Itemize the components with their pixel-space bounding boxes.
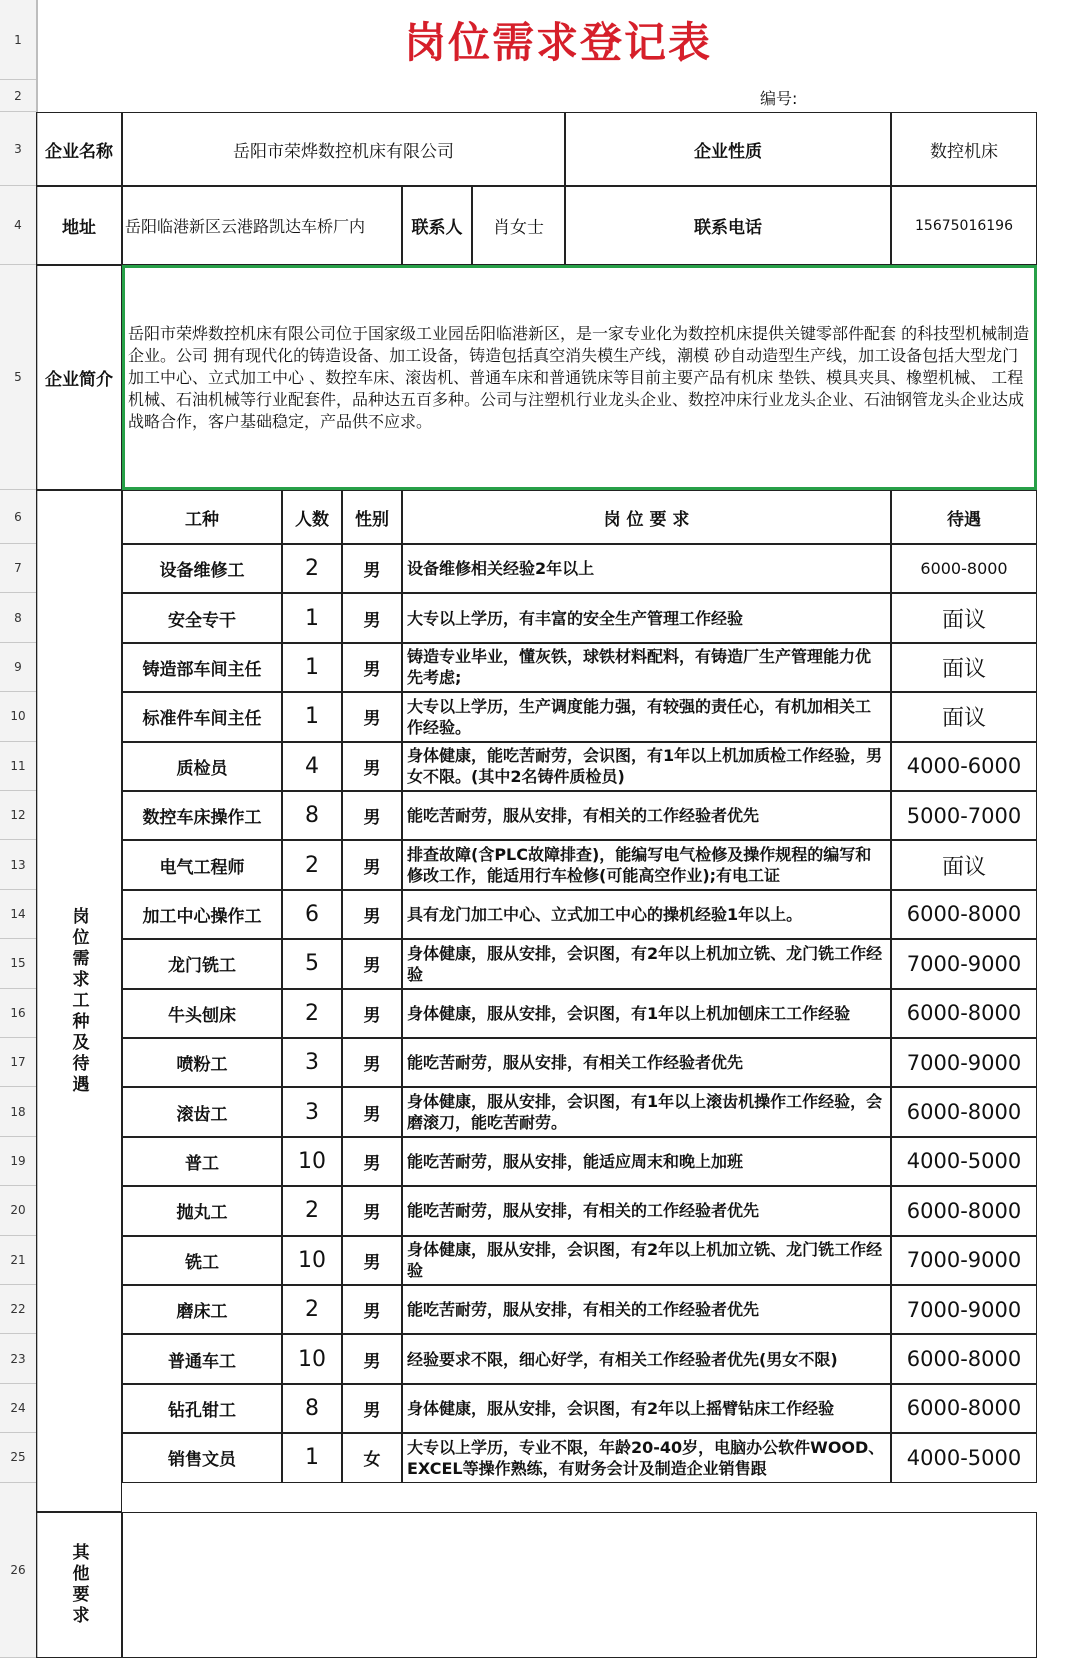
- job-salary-cell[interactable]: 6000-8000: [891, 1087, 1037, 1136]
- job-requirement-cell[interactable]: 身体健康，服从安排，会识图，有2年以上机加立铣、龙门铣工作经验: [402, 939, 891, 988]
- job-count-cell[interactable]: 10: [282, 1236, 342, 1285]
- row-number[interactable]: 23: [0, 1334, 36, 1383]
- job-requirement-cell[interactable]: 大专以上学历，有丰富的安全生产管理工作经验: [402, 593, 891, 642]
- job-type-cell[interactable]: 钻孔钳工: [122, 1384, 282, 1433]
- job-salary-cell[interactable]: 6000-8000: [891, 989, 1037, 1038]
- job-salary-cell[interactable]: 6000-8000: [891, 1334, 1037, 1383]
- row-number[interactable]: 4: [0, 186, 36, 265]
- page-title: 岗位需求登记表: [403, 18, 712, 67]
- job-requirement-cell[interactable]: 身体健康，服从安排，会识图，有1年以上滚齿机操作工作经验，会磨滚刀，能吃苦耐劳。: [402, 1087, 891, 1136]
- job-gender-cell[interactable]: 男: [342, 791, 402, 840]
- job-count-cell[interactable]: 6: [282, 890, 342, 939]
- job-count-cell[interactable]: 8: [282, 791, 342, 840]
- other-requirements-value[interactable]: [122, 1512, 1037, 1658]
- row-number[interactable]: 25: [0, 1433, 36, 1482]
- intro-label: 企业简介: [36, 265, 122, 490]
- header-salary: 待遇: [891, 490, 1037, 544]
- job-gender-cell[interactable]: 男: [342, 939, 402, 988]
- row-number-gutter: [0, 0, 38, 1658]
- job-count-cell[interactable]: 4: [282, 742, 342, 791]
- job-salary-cell[interactable]: 4000-5000: [891, 1433, 1037, 1482]
- job-gender-cell[interactable]: 男: [342, 1285, 402, 1334]
- address-label: 地址: [36, 186, 122, 265]
- job-gender-cell[interactable]: 男: [342, 544, 402, 593]
- job-salary-cell[interactable]: 6000-8000: [891, 544, 1037, 593]
- job-requirement-cell[interactable]: 排查故障(含PLC故障排查)，能编写电气检修及操作规程的编写和修改工作，能适用行车检修(可能高空作业);有电工证: [402, 840, 891, 889]
- other-label-text: 其他要求: [68, 1543, 89, 1627]
- row-number[interactable]: 6: [0, 490, 36, 544]
- job-gender-cell[interactable]: 男: [342, 1137, 402, 1186]
- row-number[interactable]: 19: [0, 1137, 36, 1186]
- contact-value: 肖女士: [472, 186, 565, 265]
- header-requirement: 岗 位 要 求: [402, 490, 891, 544]
- job-type-cell[interactable]: 标准件车间主任: [122, 692, 282, 741]
- job-type-cell[interactable]: 牛头刨床: [122, 989, 282, 1038]
- job-count-cell[interactable]: 1: [282, 1433, 342, 1482]
- job-type-cell[interactable]: 普工: [122, 1137, 282, 1186]
- job-count-cell[interactable]: 3: [282, 1087, 342, 1136]
- job-type-cell[interactable]: 铣工: [122, 1236, 282, 1285]
- jobs-section-label: [36, 490, 122, 1512]
- job-requirement-cell[interactable]: 大专以上学历，生产调度能力强，有较强的责任心，有机加相关工作经验。: [402, 692, 891, 741]
- job-requirement-cell[interactable]: 能吃苦耐劳，服从安排，有相关的工作经验者优先: [402, 1186, 891, 1235]
- job-salary-cell[interactable]: 5000-7000: [891, 791, 1037, 840]
- job-type-cell[interactable]: 抛丸工: [122, 1186, 282, 1235]
- row-number[interactable]: 11: [0, 742, 36, 791]
- header-type: 工种: [122, 490, 282, 544]
- job-gender-cell[interactable]: 男: [342, 1384, 402, 1433]
- row-number[interactable]: 3: [0, 112, 36, 186]
- job-gender-cell[interactable]: 男: [342, 1038, 402, 1087]
- job-requirement-cell[interactable]: 能吃苦耐劳，服从安排，有相关工作经验者优先: [402, 1038, 891, 1087]
- row-number[interactable]: 24: [0, 1384, 36, 1433]
- job-salary-cell[interactable]: 面议: [891, 840, 1037, 889]
- job-gender-cell[interactable]: 男: [342, 643, 402, 692]
- job-count-cell[interactable]: 2: [282, 1285, 342, 1334]
- job-gender-cell[interactable]: 男: [342, 890, 402, 939]
- row-number[interactable]: 21: [0, 1236, 36, 1285]
- job-salary-cell[interactable]: 7000-9000: [891, 1236, 1037, 1285]
- contact-label: 联系人: [402, 186, 472, 265]
- job-requirement-cell[interactable]: 身体健康，服从安排，会识图，有2年以上机加立铣、龙门铣工作经验: [402, 1236, 891, 1285]
- job-requirement-cell[interactable]: 设备维修相关经验2年以上: [402, 544, 891, 593]
- row-number[interactable]: 10: [0, 692, 36, 741]
- row-number[interactable]: 20: [0, 1186, 36, 1235]
- job-gender-cell[interactable]: 男: [342, 593, 402, 642]
- job-type-cell[interactable]: 安全专干: [122, 593, 282, 642]
- job-requirement-cell[interactable]: 身体健康，能吃苦耐劳，会识图，有1年以上机加质检工作经验，男女不限。(其中2名铸件质检员): [402, 742, 891, 791]
- row-number[interactable]: 26: [0, 1483, 36, 1658]
- row-number[interactable]: 1: [0, 0, 36, 80]
- job-type-cell[interactable]: 铸造部车间主任: [122, 643, 282, 692]
- job-requirement-cell[interactable]: 铸造专业毕业，懂灰铁，球铁材料配料，有铸造厂生产管理能力优先考虑;: [402, 643, 891, 692]
- job-gender-cell[interactable]: 女: [342, 1433, 402, 1482]
- row-number[interactable]: 18: [0, 1087, 36, 1136]
- row-number[interactable]: 9: [0, 643, 36, 692]
- job-gender-cell[interactable]: 男: [342, 1186, 402, 1235]
- company-name-value: 岳阳市荣烨数控机床有限公司: [122, 112, 565, 186]
- header-count: 人数: [282, 490, 342, 544]
- job-gender-cell[interactable]: 男: [342, 989, 402, 1038]
- phone-label: 联系电话: [565, 186, 891, 265]
- row-number[interactable]: 22: [0, 1285, 36, 1334]
- job-requirement-cell[interactable]: 具有龙门加工中心、立式加工中心的操机经验1年以上。: [402, 890, 891, 939]
- job-count-cell[interactable]: 2: [282, 989, 342, 1038]
- job-salary-cell[interactable]: 4000-5000: [891, 1137, 1037, 1186]
- row-number[interactable]: 5: [0, 265, 36, 490]
- job-gender-cell[interactable]: 男: [342, 1236, 402, 1285]
- row-number[interactable]: 12: [0, 791, 36, 840]
- company-nature-value: 数控机床: [891, 112, 1037, 186]
- header-gender: 性别: [342, 490, 402, 544]
- row-number[interactable]: 2: [0, 80, 36, 112]
- job-gender-cell[interactable]: 男: [342, 1334, 402, 1383]
- job-count-cell[interactable]: 5: [282, 939, 342, 988]
- job-type-cell[interactable]: 加工中心操作工: [122, 890, 282, 939]
- job-type-cell[interactable]: 电气工程师: [122, 840, 282, 889]
- job-salary-cell[interactable]: 7000-9000: [891, 939, 1037, 988]
- job-salary-cell[interactable]: 4000-6000: [891, 742, 1037, 791]
- job-salary-cell[interactable]: 7000-9000: [891, 1285, 1037, 1334]
- job-count-cell[interactable]: 2: [282, 1186, 342, 1235]
- job-count-cell[interactable]: 2: [282, 840, 342, 889]
- job-count-cell[interactable]: 1: [282, 593, 342, 642]
- row-number[interactable]: 13: [0, 840, 36, 889]
- row-number[interactable]: 17: [0, 1038, 36, 1087]
- phone-value: 15675016196: [891, 186, 1037, 265]
- job-gender-cell[interactable]: 男: [342, 742, 402, 791]
- jobs-section-label-text: 岗位需求工种及待遇: [68, 906, 89, 1096]
- job-salary-cell[interactable]: 面议: [891, 692, 1037, 741]
- job-type-cell[interactable]: 数控车床操作工: [122, 791, 282, 840]
- other-label: [36, 1512, 122, 1658]
- job-count-cell[interactable]: 1: [282, 692, 342, 741]
- row-number[interactable]: 16: [0, 989, 36, 1038]
- job-count-cell[interactable]: 3: [282, 1038, 342, 1087]
- job-count-cell[interactable]: 8: [282, 1384, 342, 1433]
- address-value: 岳阳临港新区云港路凯达车桥厂内: [122, 186, 402, 265]
- company-nature-label: 企业性质: [565, 112, 891, 186]
- company-intro[interactable]: [122, 265, 1037, 490]
- job-type-cell[interactable]: 龙门铣工: [122, 939, 282, 988]
- job-type-cell[interactable]: 销售文员: [122, 1433, 282, 1482]
- job-gender-cell[interactable]: 男: [342, 1087, 402, 1136]
- job-gender-cell[interactable]: 男: [342, 840, 402, 889]
- job-salary-cell[interactable]: 面议: [891, 643, 1037, 692]
- job-gender-cell[interactable]: 男: [342, 692, 402, 741]
- job-salary-cell[interactable]: 6000-8000: [891, 890, 1037, 939]
- job-count-cell[interactable]: 2: [282, 544, 342, 593]
- job-type-cell[interactable]: 设备维修工: [122, 544, 282, 593]
- job-type-cell[interactable]: 磨床工: [122, 1285, 282, 1334]
- job-salary-cell[interactable]: 6000-8000: [891, 1384, 1037, 1433]
- job-requirement-cell[interactable]: 能吃苦耐劳，服从安排，有相关的工作经验者优先: [402, 1285, 891, 1334]
- job-requirement-cell[interactable]: 能吃苦耐劳，服从安排，能适应周末和晚上加班: [402, 1137, 891, 1186]
- company-intro-text: 岳阳市荣烨数控机床有限公司位于国家级工业园岳阳临港新区，是一家专业化为数控机床提供关键零部件配套 的科技型机械制造企业。公司 拥有现代化的铸造设备、加工设备，铸造包括真空消失模生产线，潮模 砂自动造型生产线，加工设备包括大型龙门加工中心、立式加工中心 、数控车床、滚齿机、普通车床和普通铣床等目前主要产品有机床 垫铁、模具夹具、橡塑机械、 工程机械、石油机械等行业配套件，品种达五百多种。公司与注塑机行业龙头企业、数控冲床行业龙头企业、石油钢管龙头企业达成战略合作，客户基础稳定，产品供不应求。: [128, 323, 1030, 431]
- job-count-cell[interactable]: 1: [282, 643, 342, 692]
- job-count-cell[interactable]: 10: [282, 1137, 342, 1186]
- job-salary-cell[interactable]: 面议: [891, 593, 1037, 642]
- job-requirement-cell[interactable]: 身体健康，服从安排，会识图，有2年以上摇臂钻床工作经验: [402, 1384, 891, 1433]
- job-requirement-cell[interactable]: 大专以上学历，专业不限，年龄20-40岁，电脑办公软件WOOD、EXCEL等操作熟练，有财务会计及制造企业销售跟: [402, 1433, 891, 1482]
- company-name-label: 企业名称: [36, 112, 122, 186]
- job-type-cell[interactable]: 普通车工: [122, 1334, 282, 1383]
- row-number[interactable]: 7: [0, 544, 36, 593]
- serial-number-label: 编号:: [760, 88, 798, 108]
- job-requirement-cell[interactable]: 经验要求不限，细心好学，有相关工作经验者优先(男女不限): [402, 1334, 891, 1383]
- row-number[interactable]: 8: [0, 593, 36, 642]
- job-requirement-cell[interactable]: 能吃苦耐劳，服从安排，有相关的工作经验者优先: [402, 791, 891, 840]
- job-count-cell[interactable]: 10: [282, 1334, 342, 1383]
- job-type-cell[interactable]: 滚齿工: [122, 1087, 282, 1136]
- job-salary-cell[interactable]: 7000-9000: [891, 1038, 1037, 1087]
- job-type-cell[interactable]: 质检员: [122, 742, 282, 791]
- job-salary-cell[interactable]: 6000-8000: [891, 1186, 1037, 1235]
- row-number[interactable]: 15: [0, 939, 36, 988]
- row-number[interactable]: 14: [0, 890, 36, 939]
- job-requirement-cell[interactable]: 身体健康，服从安排，会识图，有1年以上机加刨床工工作经验: [402, 989, 891, 1038]
- job-type-cell[interactable]: 喷粉工: [122, 1038, 282, 1087]
